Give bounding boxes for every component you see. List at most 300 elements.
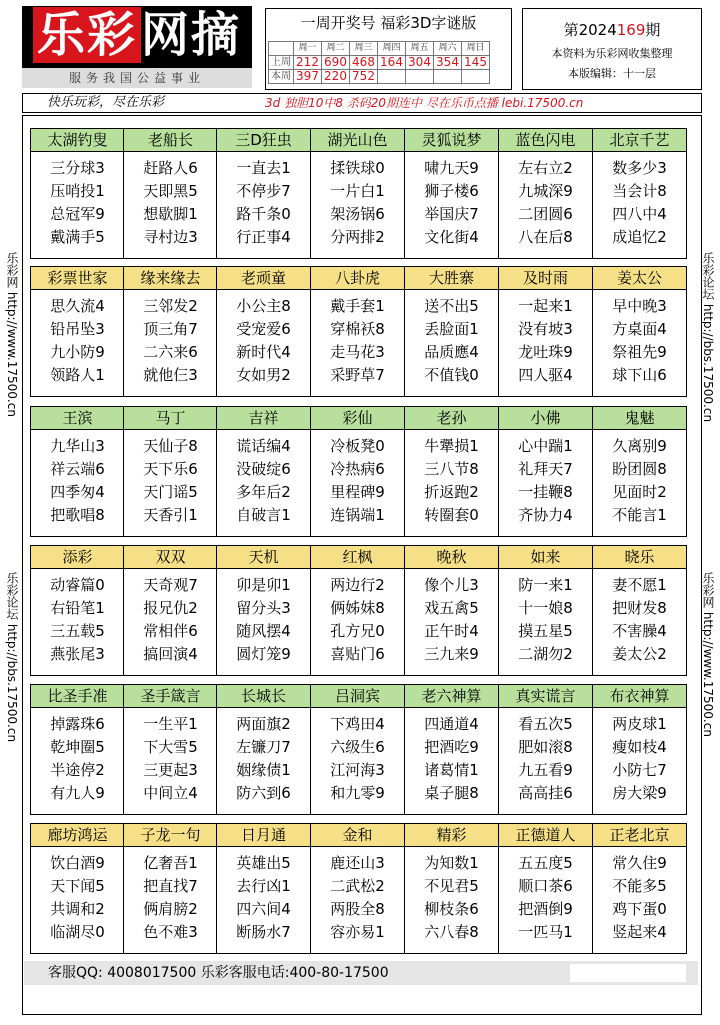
- panel-author-title: 真实谎言: [499, 685, 592, 708]
- panel-riddle-lines: [311, 713, 404, 805]
- riddle-line: 卯是卯1: [236, 576, 291, 594]
- riddle-line: 四六间4: [236, 900, 291, 918]
- panel-author-title: 太湖钓叟: [31, 129, 124, 152]
- riddle-line: 一生平1: [143, 715, 198, 733]
- panel-author-title: 正德道人: [499, 824, 592, 847]
- panel-riddle-lines: [31, 713, 124, 805]
- riddle-line: 断肠水7: [236, 923, 291, 941]
- riddle-line: 行正事4: [236, 228, 291, 246]
- panel-riddle-lines: [499, 435, 592, 527]
- riddle-line: 诸葛情1: [424, 761, 479, 779]
- panel-riddle-lines: [405, 713, 498, 805]
- panel-author-title: 日月通: [217, 824, 310, 847]
- panel-author-title: 缘来缘去: [124, 267, 217, 290]
- issue-suffix: 期: [645, 21, 661, 39]
- riddle-line: 喜贴门6: [330, 645, 385, 663]
- riddle-panel: [310, 823, 405, 954]
- draw-number: 752: [350, 70, 378, 84]
- side-text-left-top[interactable]: 乐彩网 http://www.17500.cn: [5, 252, 19, 417]
- riddle-panel: [30, 823, 125, 954]
- panel-author-title: 如来: [499, 546, 592, 569]
- riddle-line: 冷热病6: [330, 460, 385, 478]
- riddle-line: 下鸡田4: [330, 715, 385, 733]
- riddle-line: 送不出5: [424, 297, 479, 315]
- footer-blank-box: [570, 964, 686, 982]
- riddle-panel: [123, 684, 218, 815]
- draw-number: 354: [434, 56, 462, 70]
- riddle-panel: [404, 545, 499, 676]
- riddle-line: 左右立2: [518, 159, 573, 177]
- riddle-panel: [216, 545, 311, 676]
- riddle-line: 齐协力4: [518, 506, 573, 524]
- panel-author-title: 及时雨: [499, 267, 592, 290]
- riddle-line: 姜太公2: [612, 645, 667, 663]
- day-header: 周四: [378, 42, 406, 56]
- riddle-panel: [310, 406, 405, 537]
- riddle-panel: [216, 266, 311, 397]
- riddle-line: 思久流4: [50, 297, 105, 315]
- riddle-panel: [30, 545, 125, 676]
- panel-riddle-lines: [311, 852, 404, 944]
- riddle-line: 四季匆4: [50, 483, 105, 501]
- riddle-line: 新时代4: [236, 343, 291, 361]
- riddle-line: 丢脸面1: [424, 320, 479, 338]
- riddle-line: 两边行2: [330, 576, 385, 594]
- riddle-line: 鸡下蛋0: [612, 900, 667, 918]
- riddle-line: 掉露珠6: [50, 715, 105, 733]
- riddle-line: 当会计8: [612, 182, 667, 200]
- riddle-line: 肥如滚8: [518, 738, 573, 756]
- riddle-line: 天下闻5: [50, 877, 105, 895]
- day-header: 周六: [434, 42, 462, 56]
- panel-author-title: 三D狂虫: [217, 129, 310, 152]
- riddle-line: 三邻发2: [143, 297, 198, 315]
- panel-riddle-lines: [217, 295, 310, 387]
- panel-author-title: 长城长: [217, 685, 310, 708]
- panel-author-title: 八卦虎: [311, 267, 404, 290]
- issue-editor: 本版编辑：十一层: [568, 67, 656, 80]
- riddle-line: 四通道4: [424, 715, 479, 733]
- riddle-line: 揉铁球0: [330, 159, 385, 177]
- riddle-line: 把歌唱8: [50, 506, 105, 524]
- draw-number: 468: [350, 56, 378, 70]
- riddle-line: 久离别9: [612, 437, 667, 455]
- riddle-line: 压哨投1: [50, 182, 105, 200]
- riddle-line: 燕张尾3: [50, 645, 105, 663]
- riddle-line: 戏五禽5: [424, 599, 479, 617]
- panel-author-title: 晓乐: [593, 546, 686, 569]
- riddle-line: 祭祖先9: [612, 343, 667, 361]
- riddle-line: 中间立4: [143, 784, 198, 802]
- panel-riddle-lines: [499, 295, 592, 387]
- riddle-line: 架汤锅6: [330, 205, 385, 223]
- side-text-left-bottom[interactable]: 乐彩论坛 http://bbs.17500.cn: [5, 572, 19, 743]
- riddle-line: 戴满手5: [50, 228, 105, 246]
- riddle-line: 转圈套0: [424, 506, 479, 524]
- panel-author-title: 北京千艺: [593, 129, 686, 152]
- riddle-line: 报兄仇2: [143, 599, 198, 617]
- riddle-line: 圆灯笼9: [236, 645, 291, 663]
- riddle-panel: [310, 266, 405, 397]
- riddle-panel: [404, 823, 499, 954]
- panel-author-title: 彩仙: [311, 407, 404, 430]
- issue-source-note: 本资料为乐彩网收集整理: [551, 47, 673, 60]
- riddle-line: 天下乐6: [143, 460, 198, 478]
- riddle-panel: [216, 684, 311, 815]
- riddle-line: 俩肩膀2: [143, 900, 198, 918]
- panel-riddle-lines: [124, 435, 217, 527]
- riddle-line: 左镰刀7: [236, 738, 291, 756]
- riddle-line: 三分球3: [50, 159, 105, 177]
- riddle-line: 牛犟损1: [424, 437, 479, 455]
- riddle-line: 色不难3: [143, 923, 198, 941]
- riddle-line: 竖起来4: [612, 923, 667, 941]
- panel-author-title: 姜太公: [593, 267, 686, 290]
- panel-riddle-lines: [311, 435, 404, 527]
- riddle-panel: [498, 823, 593, 954]
- riddle-line: 留分头3: [236, 599, 291, 617]
- panel-author-title: 双双: [124, 546, 217, 569]
- riddle-line: 两面旗2: [236, 715, 291, 733]
- riddle-line: 走马花3: [330, 343, 385, 361]
- riddle-line: 顺口茶6: [518, 877, 573, 895]
- panel-author-title: 精彩: [405, 824, 498, 847]
- riddle-line: 二湖勿2: [518, 645, 573, 663]
- riddle-panel: [216, 128, 311, 259]
- riddle-line: 正午时4: [424, 622, 479, 640]
- riddle-line: 看五次5: [518, 715, 573, 733]
- riddle-line: 防六到6: [236, 784, 291, 802]
- riddle-line: 品质應4: [424, 343, 479, 361]
- panel-riddle-lines: [31, 157, 124, 249]
- riddle-line: 折返跑2: [424, 483, 479, 501]
- panel-author-title: 比圣手准: [31, 685, 124, 708]
- riddle-line: 不害臊4: [612, 622, 667, 640]
- riddle-panel: [123, 406, 218, 537]
- riddle-panel: [498, 545, 593, 676]
- riddle-line: 没破绽6: [236, 460, 291, 478]
- riddle-line: 常相伴6: [143, 622, 198, 640]
- riddle-line: 女如男2: [236, 366, 291, 384]
- riddle-line: 数多少3: [612, 159, 667, 177]
- riddle-line: 六八春8: [424, 923, 479, 941]
- panel-author-title: 马丁: [124, 407, 217, 430]
- riddle-line: 右铅笔1: [50, 599, 105, 617]
- weekly-draw-title: 一周开奖号 福彩3D字谜版: [300, 14, 477, 32]
- riddle-line: 啸九天9: [424, 159, 479, 177]
- riddle-line: 小公主8: [236, 297, 291, 315]
- riddle-line: 孔方兄0: [330, 622, 385, 640]
- panel-riddle-lines: [31, 435, 124, 527]
- riddle-panel: [30, 406, 125, 537]
- riddle-line: 冷板凳0: [330, 437, 385, 455]
- panel-riddle-lines: [405, 157, 498, 249]
- riddle-line: 摸五星5: [518, 622, 573, 640]
- riddle-line: 举国庆7: [424, 205, 479, 223]
- panel-author-title: 大胜寨: [405, 267, 498, 290]
- panel-riddle-lines: [499, 574, 592, 666]
- riddle-line: 赶路人6: [143, 159, 198, 177]
- riddle-line: 半途停2: [50, 761, 105, 779]
- riddle-panel: [310, 128, 405, 259]
- panel-riddle-lines: [217, 157, 310, 249]
- day-header: 周日: [462, 42, 490, 56]
- riddle-panel: [592, 684, 687, 815]
- panel-author-title: 灵狐说梦: [405, 129, 498, 152]
- panel-author-title: 子龙一句: [124, 824, 217, 847]
- riddle-line: 戴手套1: [330, 297, 385, 315]
- riddle-panel: [592, 823, 687, 954]
- logo-part-1: 乐彩: [33, 7, 141, 63]
- panel-author-title: 晚秋: [405, 546, 498, 569]
- riddle-line: 有九人9: [50, 784, 105, 802]
- riddle-line: 顶三角7: [143, 320, 198, 338]
- draw-number: 397: [294, 70, 322, 84]
- riddle-line: 两股全8: [330, 900, 385, 918]
- riddle-line: 妻不愿1: [612, 576, 667, 594]
- riddle-panel: [404, 684, 499, 815]
- riddle-line: 一匹马1: [518, 923, 573, 941]
- riddle-line: 一片白1: [330, 182, 385, 200]
- panel-author-title: 布衣神算: [593, 685, 686, 708]
- riddle-line: 不停步7: [236, 182, 291, 200]
- riddle-line: 文化街4: [424, 228, 479, 246]
- riddle-line: 鹿还山3: [330, 854, 385, 872]
- riddle-line: 不能多5: [612, 877, 667, 895]
- riddle-line: 狮子楼6: [424, 182, 479, 200]
- riddle-line: 四八中4: [612, 205, 667, 223]
- riddle-line: 容亦易1: [330, 923, 385, 941]
- riddle-line: 桌子腿8: [424, 784, 479, 802]
- riddle-line: 早中晚3: [612, 297, 667, 315]
- riddle-panel: [123, 266, 218, 397]
- logo-part-2: 网摘: [141, 7, 242, 63]
- riddle-line: 动睿篇0: [50, 576, 105, 594]
- riddle-panel: [30, 266, 125, 397]
- panel-riddle-lines: [593, 713, 686, 805]
- draw-number: 220: [322, 70, 350, 84]
- day-header: 周五: [406, 42, 434, 56]
- riddle-line: 六级生6: [330, 738, 385, 756]
- panel-riddle-lines: [31, 574, 124, 666]
- riddle-line: 十一娘8: [518, 599, 573, 617]
- panel-author-title: 天机: [217, 546, 310, 569]
- riddle-panel: [498, 406, 593, 537]
- day-header: 周二: [322, 42, 350, 56]
- riddle-line: 像个儿3: [424, 576, 479, 594]
- panel-riddle-lines: [124, 574, 217, 666]
- panel-riddle-lines: [593, 157, 686, 249]
- panel-riddle-lines: [499, 713, 592, 805]
- panel-author-title: 老顽童: [217, 267, 310, 290]
- riddle-panel: [30, 684, 125, 815]
- riddle-line: 一起来1: [518, 297, 573, 315]
- panel-author-title: 蓝色闪电: [499, 129, 592, 152]
- riddle-line: 二武松2: [330, 877, 385, 895]
- riddle-line: 天仙子8: [143, 437, 198, 455]
- riddle-line: 三八节8: [424, 460, 479, 478]
- riddle-line: 分两排2: [330, 228, 385, 246]
- riddle-line: 临湖尽0: [50, 923, 105, 941]
- panel-author-title: 吕洞宾: [311, 685, 404, 708]
- panel-author-title: 吉祥: [217, 407, 310, 430]
- panel-riddle-lines: [593, 435, 686, 527]
- riddle-panel: [404, 128, 499, 259]
- riddle-line: 三九来9: [424, 645, 479, 663]
- riddle-line: 九城深9: [518, 182, 573, 200]
- panel-author-title: 红枫: [311, 546, 404, 569]
- riddle-line: 九五看9: [518, 761, 573, 779]
- riddle-line: 把财发8: [612, 599, 667, 617]
- riddle-line: 不值钱0: [424, 366, 479, 384]
- riddle-line: 九华山3: [50, 437, 105, 455]
- riddle-line: 柳枝条6: [424, 900, 479, 918]
- riddle-line: 八在后8: [518, 228, 573, 246]
- riddle-line: 二团圆6: [518, 205, 573, 223]
- riddle-panel: [404, 266, 499, 397]
- side-text-right-top[interactable]: 乐彩论坛 http://bbs.17500.cn: [701, 252, 715, 423]
- panel-author-title: 老船长: [124, 129, 217, 152]
- riddle-line: 五五度5: [518, 854, 573, 872]
- issue-number: 169: [616, 21, 646, 39]
- panel-riddle-lines: [311, 295, 404, 387]
- panel-riddle-lines: [405, 574, 498, 666]
- panel-riddle-lines: [499, 852, 592, 944]
- riddle-line: 领路人1: [50, 366, 105, 384]
- riddle-line: 盼团圆8: [612, 460, 667, 478]
- panel-author-title: 王滨: [31, 407, 124, 430]
- riddle-line: 江河海3: [330, 761, 385, 779]
- panel-riddle-lines: [593, 852, 686, 944]
- riddle-line: 随风摆4: [236, 622, 291, 640]
- panel-author-title: 正老北京: [593, 824, 686, 847]
- riddle-line: 不见君5: [424, 877, 479, 895]
- riddle-panel: [498, 684, 593, 815]
- riddle-line: 心中踹1: [518, 437, 573, 455]
- panel-author-title: 金和: [311, 824, 404, 847]
- panel-riddle-lines: [311, 157, 404, 249]
- riddle-line: 姻缘债1: [236, 761, 291, 779]
- riddle-line: 两皮球1: [612, 715, 667, 733]
- riddle-line: 把酒吃9: [424, 738, 479, 756]
- riddle-line: 饮白酒9: [50, 854, 105, 872]
- riddle-line: 没有坡3: [518, 320, 573, 338]
- panel-riddle-lines: [124, 713, 217, 805]
- riddle-line: 高高挂6: [518, 784, 573, 802]
- riddle-line: 受宠爱6: [236, 320, 291, 338]
- issue-prefix: 第2024: [563, 21, 617, 39]
- panel-riddle-lines: [405, 435, 498, 527]
- panel-author-title: 湖光山色: [311, 129, 404, 152]
- panel-author-title: 添彩: [31, 546, 124, 569]
- riddle-line: 寻村边3: [143, 228, 198, 246]
- panel-riddle-lines: [217, 574, 310, 666]
- riddle-line: 天即黑5: [143, 182, 198, 200]
- panel-riddle-lines: [593, 295, 686, 387]
- riddle-line: 常久住9: [612, 854, 667, 872]
- riddle-panel: [123, 545, 218, 676]
- riddle-line: 采野草7: [330, 366, 385, 384]
- panel-author-title: 廊坊鸿运: [31, 824, 124, 847]
- riddle-line: 不能言1: [612, 506, 667, 524]
- riddle-line: 亿奢吾1: [143, 854, 198, 872]
- day-header: 周三: [350, 42, 378, 56]
- panel-author-title: 圣手箴言: [124, 685, 217, 708]
- panel-author-title: 老六神算: [405, 685, 498, 708]
- riddle-panel: [498, 266, 593, 397]
- riddle-line: 防一来1: [518, 576, 573, 594]
- riddle-line: 把直找7: [143, 877, 198, 895]
- riddle-panel: [310, 684, 405, 815]
- panel-riddle-lines: [405, 852, 498, 944]
- riddle-panel: [498, 128, 593, 259]
- riddle-line: 连锅端1: [330, 506, 385, 524]
- riddle-line: 多年后2: [236, 483, 291, 501]
- riddle-panel: [30, 128, 125, 259]
- riddle-line: 乾坤圈5: [50, 738, 105, 756]
- panel-author-title: 彩票世家: [31, 267, 124, 290]
- slogan-promo-link[interactable]: 3d 独胆10中8 杀码20期连中 尽在乐币点播 lebi.17500.cn: [265, 96, 584, 110]
- panel-riddle-lines: [124, 157, 217, 249]
- riddle-line: 祥云端6: [50, 460, 105, 478]
- riddle-panel: [123, 128, 218, 259]
- riddle-line: 二六来6: [143, 343, 198, 361]
- riddle-panel: [123, 823, 218, 954]
- riddle-line: 龙吐珠9: [518, 343, 573, 361]
- riddle-line: 和九零9: [330, 784, 385, 802]
- riddle-line: 谎话编4: [236, 437, 291, 455]
- riddle-panel: [592, 406, 687, 537]
- riddle-panel: [216, 406, 311, 537]
- riddle-line: 英雄出5: [236, 854, 291, 872]
- riddle-line: 天奇观7: [143, 576, 198, 594]
- riddle-line: 一挂鞭8: [518, 483, 573, 501]
- riddle-line: 天香引1: [143, 506, 198, 524]
- riddle-line: 房大梁9: [612, 784, 667, 802]
- riddle-line: 见面时2: [612, 483, 667, 501]
- riddle-line: 想歇脚1: [143, 205, 198, 223]
- riddle-line: 穿棉袄8: [330, 320, 385, 338]
- riddle-line: 自破言1: [236, 506, 291, 524]
- riddle-line: 方桌面4: [612, 320, 667, 338]
- riddle-line: 成追忆2: [612, 228, 667, 246]
- logo-slogan: 服务我国公益事业: [22, 68, 252, 88]
- draw-number: 164: [378, 56, 406, 70]
- riddle-line: 总冠军9: [50, 205, 105, 223]
- riddle-line: 路千条0: [236, 205, 291, 223]
- side-text-right-bottom[interactable]: 乐彩网 http://www.17500.cn: [701, 572, 715, 737]
- this-week-label: 本周: [269, 70, 294, 84]
- riddle-line: 小防七7: [612, 761, 667, 779]
- panel-author-title: 小佛: [499, 407, 592, 430]
- riddle-line: 四人驱4: [518, 366, 573, 384]
- riddle-panel: [592, 266, 687, 397]
- riddle-line: 为知数1: [424, 854, 479, 872]
- riddle-line: 球下山6: [612, 366, 667, 384]
- riddle-line: 瘦如枝4: [612, 738, 667, 756]
- riddle-line: 俩姊妹8: [330, 599, 385, 617]
- day-header: 周一: [294, 42, 322, 56]
- riddle-panel: [310, 545, 405, 676]
- panel-riddle-lines: [217, 852, 310, 944]
- panel-riddle-lines: [593, 574, 686, 666]
- last-week-label: 上周: [269, 56, 294, 70]
- panel-riddle-lines: [217, 713, 310, 805]
- footer-contact: 客服QQ: 4008017500 乐彩客服电话:400-80-17500: [48, 965, 389, 981]
- riddle-line: 搞回演4: [143, 645, 198, 663]
- riddle-line: 去行凶1: [236, 877, 291, 895]
- slogan-left: 快乐玩彩，尽在乐彩: [47, 95, 165, 110]
